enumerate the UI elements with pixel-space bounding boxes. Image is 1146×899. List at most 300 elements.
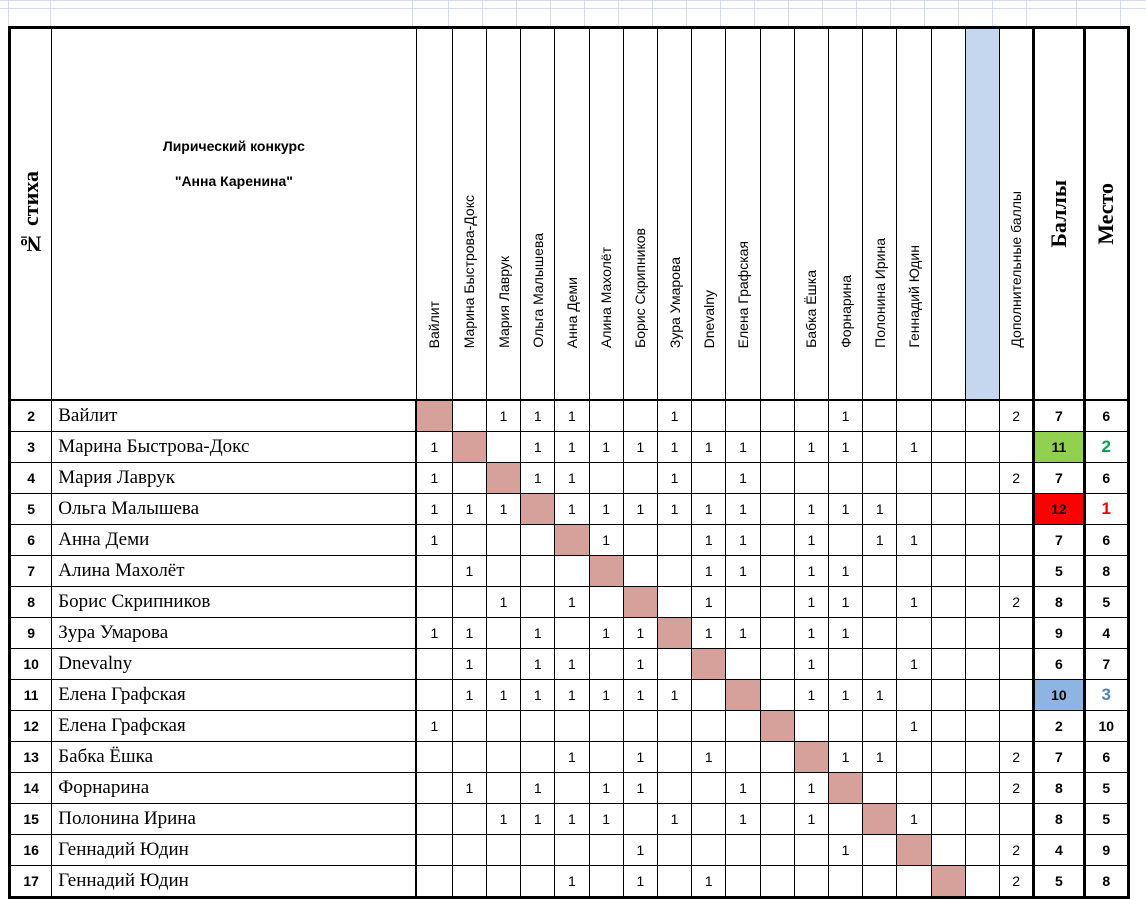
- vote-cell: [486, 711, 520, 742]
- poem-number: 4: [10, 463, 52, 494]
- vote-cell: 1: [589, 618, 623, 649]
- vote-cell: [555, 556, 589, 587]
- vote-cell: 1: [452, 649, 486, 680]
- self-vote-cell: [416, 400, 452, 432]
- vote-cell: [657, 773, 691, 804]
- vote-cell: 1: [589, 525, 623, 556]
- vote-cell: [931, 618, 965, 649]
- vote-cell: [863, 711, 897, 742]
- vote-cell: 1: [521, 804, 555, 835]
- poem-number: 14: [10, 773, 52, 804]
- gap-cell: [965, 618, 999, 649]
- table-row: [10, 400, 1129, 432]
- vote-cell: [589, 649, 623, 680]
- vote-cell: 1: [726, 463, 760, 494]
- self-vote-cell: [486, 463, 520, 494]
- vote-cell: [692, 680, 726, 711]
- vote-cell: [555, 835, 589, 866]
- extra-points-cell: 2: [999, 742, 1033, 773]
- vote-cell: [931, 463, 965, 494]
- vote-cell: 1: [555, 649, 589, 680]
- vote-cell: 1: [828, 587, 862, 618]
- vote-cell: [657, 525, 691, 556]
- vote-cell: 1: [521, 618, 555, 649]
- extra-points-cell: [999, 556, 1033, 587]
- place-cell: 6: [1084, 742, 1129, 773]
- author-name: Геннадий Юдин: [52, 835, 416, 866]
- header-jury-label: Полонина Ирина: [871, 238, 888, 348]
- poem-number: 2: [10, 400, 52, 432]
- vote-cell: 1: [794, 556, 828, 587]
- header-jury-15: [897, 28, 931, 401]
- vote-cell: 1: [794, 587, 828, 618]
- vote-cell: [623, 556, 657, 587]
- vote-cell: 1: [589, 804, 623, 835]
- poem-number: 10: [10, 649, 52, 680]
- place-cell: 2: [1084, 432, 1129, 463]
- gap-cell: [965, 835, 999, 866]
- table-row: [10, 432, 1129, 463]
- vote-cell: 1: [828, 400, 862, 432]
- header-poem-number: [10, 28, 52, 401]
- self-vote-cell: [452, 432, 486, 463]
- place-cell: 9: [1084, 835, 1129, 866]
- vote-cell: [794, 400, 828, 432]
- vote-cell: [416, 680, 452, 711]
- self-vote-cell: [657, 618, 691, 649]
- vote-cell: [760, 866, 794, 898]
- vote-cell: [931, 711, 965, 742]
- self-vote-cell: [897, 835, 931, 866]
- header-jury-10: [726, 28, 760, 401]
- poem-number: 11: [10, 680, 52, 711]
- self-vote-cell: [623, 587, 657, 618]
- vote-cell: 1: [828, 742, 862, 773]
- table-row: [10, 804, 1129, 835]
- vote-cell: [726, 711, 760, 742]
- vote-cell: [931, 773, 965, 804]
- vote-cell: [760, 680, 794, 711]
- gap-cell: [965, 711, 999, 742]
- extra-points-cell: 2: [999, 587, 1033, 618]
- vote-cell: [760, 494, 794, 525]
- table-row: [10, 618, 1129, 649]
- gap-cell: [965, 463, 999, 494]
- score-cell: 7: [1034, 400, 1084, 432]
- header-jury-9: [692, 28, 726, 401]
- vote-cell: [692, 835, 726, 866]
- header-jury-label: Мария Лаврук: [495, 256, 512, 348]
- vote-cell: 1: [692, 556, 726, 587]
- extra-points-cell: 2: [999, 400, 1033, 432]
- vote-cell: 1: [692, 742, 726, 773]
- vote-cell: 1: [726, 432, 760, 463]
- poem-number: 9: [10, 618, 52, 649]
- vote-cell: [623, 400, 657, 432]
- gap-cell: [965, 742, 999, 773]
- vote-cell: 1: [623, 649, 657, 680]
- vote-cell: [623, 463, 657, 494]
- header-jury-label: Елена Графская: [734, 240, 751, 348]
- vote-cell: [452, 587, 486, 618]
- vote-cell: [623, 711, 657, 742]
- vote-cell: [760, 556, 794, 587]
- header-jury-label: Ольга Малышева: [529, 233, 546, 348]
- vote-cell: 1: [794, 680, 828, 711]
- vote-cell: [931, 835, 965, 866]
- header-jury-label: Бабка Ёшка: [803, 270, 820, 348]
- contest-title: [52, 28, 416, 401]
- header-score: [1034, 28, 1084, 401]
- score-cell: 9: [1034, 618, 1084, 649]
- vote-cell: [760, 400, 794, 432]
- vote-cell: [897, 400, 931, 432]
- vote-cell: [486, 866, 520, 898]
- vote-cell: [760, 649, 794, 680]
- header-jury-label: Геннадий Юдин: [905, 245, 922, 348]
- vote-cell: 1: [692, 494, 726, 525]
- vote-cell: 1: [623, 618, 657, 649]
- vote-cell: 1: [555, 742, 589, 773]
- header-jury-12: [794, 28, 828, 401]
- place-cell: 7: [1084, 649, 1129, 680]
- score-cell: 7: [1034, 525, 1084, 556]
- vote-cell: [657, 649, 691, 680]
- gap-cell: [965, 494, 999, 525]
- extra-points-cell: [999, 711, 1033, 742]
- vote-cell: 1: [623, 680, 657, 711]
- vote-cell: [416, 773, 452, 804]
- vote-cell: [416, 742, 452, 773]
- author-name: Геннадий Юдин: [52, 866, 416, 898]
- header-jury-11: [760, 28, 794, 401]
- vote-cell: 1: [726, 556, 760, 587]
- score-cell: 5: [1034, 556, 1084, 587]
- vote-cell: [486, 618, 520, 649]
- vote-cell: [760, 618, 794, 649]
- extra-points-cell: [999, 494, 1033, 525]
- vote-cell: 1: [623, 742, 657, 773]
- poem-number: 15: [10, 804, 52, 835]
- vote-cell: 1: [726, 618, 760, 649]
- self-vote-cell: [760, 711, 794, 742]
- results-table: [8, 26, 1130, 899]
- place-cell: 6: [1084, 463, 1129, 494]
- author-name: Зура Умарова: [52, 618, 416, 649]
- vote-cell: [452, 742, 486, 773]
- header-jury-2: [452, 28, 486, 401]
- self-vote-cell: [521, 494, 555, 525]
- vote-cell: [589, 400, 623, 432]
- self-vote-cell: [794, 742, 828, 773]
- vote-cell: 1: [657, 432, 691, 463]
- self-vote-cell: [726, 680, 760, 711]
- place-cell: 5: [1084, 773, 1129, 804]
- vote-cell: [692, 711, 726, 742]
- extra-points-cell: [999, 649, 1033, 680]
- score-cell: 12: [1034, 494, 1084, 525]
- header-extra-points: [999, 28, 1033, 401]
- vote-cell: [452, 804, 486, 835]
- vote-cell: 1: [623, 773, 657, 804]
- vote-cell: 1: [623, 866, 657, 898]
- vote-cell: 1: [897, 711, 931, 742]
- vote-cell: [931, 400, 965, 432]
- gap-cell: [965, 525, 999, 556]
- poem-number: 12: [10, 711, 52, 742]
- vote-cell: [589, 711, 623, 742]
- vote-cell: [486, 835, 520, 866]
- extra-points-cell: 2: [999, 835, 1033, 866]
- author-name: Елена Графская: [52, 711, 416, 742]
- vote-cell: 1: [863, 742, 897, 773]
- vote-cell: 1: [555, 804, 589, 835]
- vote-cell: 1: [794, 618, 828, 649]
- vote-cell: [863, 432, 897, 463]
- gap-cell: [965, 866, 999, 898]
- vote-cell: [760, 835, 794, 866]
- vote-cell: [931, 804, 965, 835]
- vote-cell: [589, 742, 623, 773]
- vote-cell: 1: [486, 680, 520, 711]
- vote-cell: 1: [692, 866, 726, 898]
- vote-cell: [897, 773, 931, 804]
- vote-cell: [828, 463, 862, 494]
- place-cell: 3: [1084, 680, 1129, 711]
- vote-cell: [486, 525, 520, 556]
- vote-cell: [657, 587, 691, 618]
- vote-cell: 1: [828, 432, 862, 463]
- vote-cell: 1: [828, 680, 862, 711]
- vote-cell: [555, 773, 589, 804]
- vote-cell: [931, 742, 965, 773]
- gap-cell: [965, 649, 999, 680]
- self-vote-cell: [692, 649, 726, 680]
- header-jury-4: [521, 28, 555, 401]
- gap-cell: [965, 773, 999, 804]
- vote-cell: [726, 649, 760, 680]
- vote-cell: 1: [416, 494, 452, 525]
- gap-cell: [965, 680, 999, 711]
- vote-cell: 1: [828, 494, 862, 525]
- vote-cell: [897, 463, 931, 494]
- table-row: [10, 742, 1129, 773]
- vote-cell: [521, 835, 555, 866]
- extra-points-cell: [999, 618, 1033, 649]
- header-jury-13: [828, 28, 862, 401]
- vote-cell: [760, 463, 794, 494]
- author-name: Марина Быстрова-Докс: [52, 432, 416, 463]
- header-jury-label: Алина Махолёт: [598, 246, 615, 348]
- extra-points-cell: 2: [999, 866, 1033, 898]
- score-cell: 7: [1034, 463, 1084, 494]
- vote-cell: 1: [863, 680, 897, 711]
- vote-cell: [692, 463, 726, 494]
- vote-cell: 1: [863, 525, 897, 556]
- vote-cell: [794, 711, 828, 742]
- header-jury-label: Вайлит: [426, 300, 443, 348]
- vote-cell: [863, 463, 897, 494]
- vote-cell: [828, 866, 862, 898]
- vote-cell: 1: [794, 773, 828, 804]
- vote-cell: [863, 866, 897, 898]
- author-name: Борис Скрипников: [52, 587, 416, 618]
- header-jury-3: [486, 28, 520, 401]
- vote-cell: [416, 587, 452, 618]
- vote-cell: [452, 463, 486, 494]
- vote-cell: [486, 649, 520, 680]
- score-cell: 7: [1034, 742, 1084, 773]
- vote-cell: 1: [828, 556, 862, 587]
- vote-cell: 1: [863, 494, 897, 525]
- extra-points-cell: 2: [999, 463, 1033, 494]
- header-jury-1: [416, 28, 452, 401]
- header-jury-label: Форнарина: [837, 275, 854, 348]
- vote-cell: [760, 773, 794, 804]
- vote-cell: [863, 835, 897, 866]
- vote-cell: 1: [726, 494, 760, 525]
- vote-cell: [589, 835, 623, 866]
- vote-cell: 1: [452, 494, 486, 525]
- vote-cell: 1: [555, 432, 589, 463]
- poem-number: 7: [10, 556, 52, 587]
- vote-cell: [931, 494, 965, 525]
- vote-cell: [931, 649, 965, 680]
- table-row: [10, 587, 1129, 618]
- vote-cell: [828, 711, 862, 742]
- score-cell: 10: [1034, 680, 1084, 711]
- header-jury-label: Борис Скрипников: [632, 228, 649, 348]
- vote-cell: 1: [416, 618, 452, 649]
- table-row: [10, 680, 1129, 711]
- vote-cell: [452, 866, 486, 898]
- place-cell: 8: [1084, 866, 1129, 898]
- vote-cell: 1: [521, 680, 555, 711]
- vote-cell: 1: [555, 400, 589, 432]
- vote-cell: [931, 432, 965, 463]
- vote-cell: [657, 711, 691, 742]
- vote-cell: 1: [897, 804, 931, 835]
- contest-title-line2: "Анна Каренина": [174, 173, 293, 189]
- vote-cell: 1: [828, 618, 862, 649]
- vote-cell: [486, 742, 520, 773]
- vote-cell: 1: [486, 804, 520, 835]
- self-vote-cell: [589, 556, 623, 587]
- header-jury-14: [863, 28, 897, 401]
- table-row: [10, 711, 1129, 742]
- gap-cell: [965, 587, 999, 618]
- author-name: Алина Махолёт: [52, 556, 416, 587]
- extra-points-cell: [999, 680, 1033, 711]
- vote-cell: 1: [726, 525, 760, 556]
- vote-cell: [486, 432, 520, 463]
- header-jury-6: [589, 28, 623, 401]
- vote-cell: [657, 556, 691, 587]
- score-cell: 2: [1034, 711, 1084, 742]
- poem-number: 17: [10, 866, 52, 898]
- vote-cell: 1: [555, 866, 589, 898]
- vote-cell: 1: [794, 804, 828, 835]
- vote-cell: 1: [521, 463, 555, 494]
- vote-cell: 1: [794, 432, 828, 463]
- self-vote-cell: [828, 773, 862, 804]
- extra-points-cell: [999, 804, 1033, 835]
- vote-cell: [931, 556, 965, 587]
- score-cell: 11: [1034, 432, 1084, 463]
- vote-cell: [760, 587, 794, 618]
- score-cell: 5: [1034, 866, 1084, 898]
- vote-cell: [416, 866, 452, 898]
- self-vote-cell: [931, 866, 965, 898]
- vote-cell: [760, 432, 794, 463]
- vote-cell: 1: [897, 525, 931, 556]
- vote-cell: 1: [589, 494, 623, 525]
- vote-cell: [897, 742, 931, 773]
- vote-cell: [794, 463, 828, 494]
- vote-cell: 1: [555, 494, 589, 525]
- vote-cell: 1: [657, 804, 691, 835]
- gap-cell: [965, 400, 999, 432]
- poem-number: 8: [10, 587, 52, 618]
- vote-cell: 1: [452, 618, 486, 649]
- vote-cell: 1: [692, 432, 726, 463]
- header-place: [1084, 28, 1129, 401]
- vote-cell: 1: [794, 525, 828, 556]
- header-jury-7: [623, 28, 657, 401]
- vote-cell: [760, 525, 794, 556]
- score-cell: 4: [1034, 835, 1084, 866]
- author-name: Полонина Ирина: [52, 804, 416, 835]
- vote-cell: [589, 587, 623, 618]
- vote-cell: 1: [657, 680, 691, 711]
- header-jury-5: [555, 28, 589, 401]
- header-jury-label: Зура Умарова: [666, 256, 683, 348]
- vote-cell: [863, 773, 897, 804]
- vote-cell: 1: [828, 835, 862, 866]
- author-name: Вайлит: [52, 400, 416, 432]
- vote-cell: 1: [726, 804, 760, 835]
- header-poem-number-label: № стиха: [18, 171, 44, 257]
- vote-cell: 1: [521, 400, 555, 432]
- vote-cell: 1: [692, 525, 726, 556]
- vote-cell: [452, 711, 486, 742]
- vote-cell: 1: [486, 587, 520, 618]
- vote-cell: [657, 866, 691, 898]
- place-cell: 5: [1084, 587, 1129, 618]
- vote-cell: [521, 711, 555, 742]
- header-jury-label: Анна Деми: [563, 276, 580, 348]
- vote-cell: [726, 742, 760, 773]
- author-name: Мария Лаврук: [52, 463, 416, 494]
- vote-cell: [726, 835, 760, 866]
- vote-cell: 1: [794, 649, 828, 680]
- place-cell: 8: [1084, 556, 1129, 587]
- vote-cell: [521, 587, 555, 618]
- vote-cell: 1: [452, 680, 486, 711]
- vote-cell: [726, 400, 760, 432]
- vote-cell: [555, 618, 589, 649]
- vote-cell: 1: [794, 494, 828, 525]
- vote-cell: 1: [589, 432, 623, 463]
- vote-cell: 1: [657, 400, 691, 432]
- vote-cell: [452, 835, 486, 866]
- author-name: Анна Деми: [52, 525, 416, 556]
- vote-cell: [521, 556, 555, 587]
- vote-cell: [897, 680, 931, 711]
- vote-cell: [931, 525, 965, 556]
- vote-cell: 1: [555, 680, 589, 711]
- vote-cell: [760, 742, 794, 773]
